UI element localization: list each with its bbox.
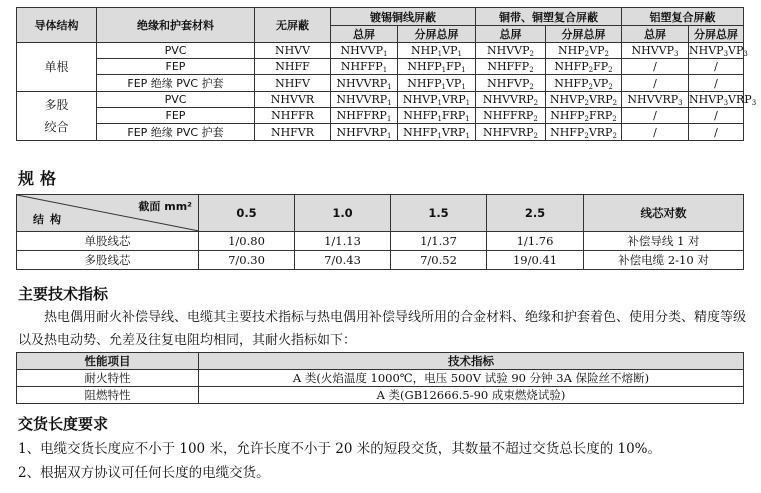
model-code-cell: $NHVP_3VRP_3$ xyxy=(689,93,757,107)
model-code-cell: / xyxy=(622,59,689,75)
model-code-cell: $NHFP_2FRP_2$ xyxy=(546,108,622,124)
model-code-cell: $NHVVRP_1$ xyxy=(331,75,398,92)
tech-title: 主要技术指标 xyxy=(18,285,109,303)
subheader-split-total: 分屏总屏 xyxy=(689,26,744,43)
model-code-cell: $NHVVRP_2$ xyxy=(476,92,546,108)
material-cell: FEP xyxy=(97,59,255,75)
model-row xyxy=(17,59,744,75)
header-material: 绝缘和护套材料 xyxy=(97,8,255,43)
material-cell: FEP 绝缘 PVC 护套 xyxy=(97,75,255,92)
fire-row xyxy=(17,387,744,404)
spec-row xyxy=(17,232,744,251)
model-code-cell: $NHVP_3VP_3$ xyxy=(689,44,748,58)
model-code-cell: $NHVVP_2$ xyxy=(476,43,546,59)
unshielded-cell: NHFF xyxy=(255,59,331,75)
spec-row-label: 单股线芯 xyxy=(17,232,199,251)
fire-header-value: 技术指标 xyxy=(199,353,744,370)
model-code-cell: $NHFP_1VP_1$ xyxy=(398,75,476,92)
spec-cores-header: 线芯对数 xyxy=(584,195,744,232)
fire-row xyxy=(17,370,744,387)
model-code-cell: $NHFP_1FP_1$ xyxy=(398,59,476,75)
spec-cell: 7/0.52 xyxy=(391,251,487,270)
header-aluminum-plastic: 铝塑复合屏蔽 xyxy=(622,8,744,26)
spec-row xyxy=(17,251,744,270)
subheader-split-total: 分屏总屏 xyxy=(546,26,622,43)
unshielded-cell: NHVV xyxy=(255,43,331,59)
model-code-cell: $NHFP_2VP_2$ xyxy=(546,75,622,92)
spec-col-header: 0.5 xyxy=(199,195,295,232)
fire-item: 阻燃特性 xyxy=(17,387,199,404)
model-code-cell: / xyxy=(689,59,744,75)
model-code-cell: $NHFVRP_2$ xyxy=(476,124,546,141)
unshielded-cell: NHFV xyxy=(255,75,331,92)
model-row xyxy=(17,75,744,92)
model-code-cell: / xyxy=(622,75,689,92)
corner-section-label: 截面 mm² xyxy=(138,200,192,213)
model-code-cell: $NHVVP_1$ xyxy=(331,43,398,59)
delivery-item: 1、电缆交货长度应不小于 100 米，允许长度不小于 20 米的短段交货，其数量不超过交货总长度的 10%。 xyxy=(18,441,661,457)
fire-item: 耐火特性 xyxy=(17,370,199,387)
model-code-cell: $NHFFRP_2$ xyxy=(476,108,546,124)
model-table xyxy=(16,7,757,141)
subheader-split-total: 分屏总屏 xyxy=(398,26,476,43)
unshielded-cell: NHVVR xyxy=(255,92,331,108)
model-row xyxy=(17,124,744,141)
spec-col-header: 2.5 xyxy=(487,195,584,232)
fire-table xyxy=(16,352,744,404)
model-code-cell: / xyxy=(689,75,744,92)
model-code-cell: $NHP_1VP_1$ xyxy=(398,43,476,59)
spec-cell: 19/0.41 xyxy=(487,251,584,270)
material-cell: FEP 绝缘 PVC 护套 xyxy=(97,124,255,141)
model-code-cell: / xyxy=(689,108,744,124)
spec-cell: 1/1.76 xyxy=(487,232,584,251)
model-code-cell: $NHFP_1VRP_1$ xyxy=(398,124,476,141)
material-cell: FEP xyxy=(97,108,255,124)
unshielded-cell: NHFVR xyxy=(255,124,331,141)
header-unshielded: 无屏蔽 xyxy=(255,8,331,43)
spec-cell: 7/0.30 xyxy=(199,251,295,270)
spec-cores-cell: 补偿导线 1 对 xyxy=(584,232,744,251)
subheader-total: 总屏 xyxy=(622,26,689,43)
conductor-cell: 单根 xyxy=(17,43,97,92)
model-table-body xyxy=(17,43,757,141)
spec-row-label: 多股线芯 xyxy=(17,251,199,270)
model-code-cell: $NHFVRP_1$ xyxy=(331,124,398,141)
model-row xyxy=(17,43,744,59)
header-tinned-copper: 镀锡铜线屏蔽 xyxy=(331,8,476,26)
material-cell: PVC xyxy=(97,43,255,59)
fire-value: A 类(火焰温度 1000℃，电压 500V 试验 90 分钟 3A 保险丝不熔断) xyxy=(199,370,744,387)
header-conductor: 导体结构 xyxy=(17,8,97,43)
spec-corner-cell xyxy=(17,195,199,232)
model-code-cell: $NHVVRP_3$ xyxy=(622,92,689,108)
model-code-cell: $NHP_2VP_2$ xyxy=(546,43,622,59)
model-code-cell: $NHVP_1VRP_1$ xyxy=(398,92,476,108)
model-code-cell: $NHVVRP_1$ xyxy=(331,92,398,108)
spec-cell: 7/0.43 xyxy=(295,251,391,270)
subheader-total: 总屏 xyxy=(331,26,398,43)
model-code-cell: $NHVVP_3$ xyxy=(622,43,689,59)
delivery-title: 交货长度要求 xyxy=(18,415,109,433)
header-copper-tape: 铜带、铜塑复合屏蔽 xyxy=(476,8,622,26)
spec-table xyxy=(16,194,744,270)
model-code-cell: / xyxy=(622,108,689,124)
spec-col-header: 1.0 xyxy=(295,195,391,232)
subheader-total: 总屏 xyxy=(476,26,546,43)
spec-cell: 1/0.80 xyxy=(199,232,295,251)
spec-cores-cell: 补偿电缆 2-10 对 xyxy=(584,251,744,270)
model-code-cell: $NHFFP_2$ xyxy=(476,59,546,75)
model-code-cell: $NHFVP_2$ xyxy=(476,75,546,92)
spec-title: 规格 xyxy=(18,169,63,188)
tech-paragraph: 热电偶用耐火补偿导线、电缆其主要技术指标与热电偶用补偿导线所用的合金材料、绝缘和护套着色、使用分类、精度等级以及热电动势、允差及往复电阻均相同，其耐火指标如下： xyxy=(18,310,747,348)
model-code-cell: $NHFP_2FP_2$ xyxy=(546,59,622,75)
unshielded-cell: NHFFR xyxy=(255,108,331,124)
model-code-cell: / xyxy=(689,124,744,141)
fire-header-item: 性能项目 xyxy=(17,353,199,370)
spec-cell: 1/1.37 xyxy=(391,232,487,251)
spec-cell: 1/1.13 xyxy=(295,232,391,251)
spec-col-header: 1.5 xyxy=(391,195,487,232)
model-code-cell: $NHFFRP_1$ xyxy=(331,108,398,124)
model-row xyxy=(17,92,744,108)
conductor-cell: 多股 绞合 xyxy=(17,92,97,141)
model-code-cell: $NHVP_2VRP_2$ xyxy=(546,92,622,108)
model-row xyxy=(17,108,744,124)
model-code-cell: $NHFP_2VRP_2$ xyxy=(546,124,622,141)
fire-value: A 类(GB12666.5-90 成束燃烧试验) xyxy=(199,387,744,404)
model-code-cell: / xyxy=(622,124,689,141)
delivery-item: 2、根据双方协议可任何长度的电缆交货。 xyxy=(18,465,270,481)
material-cell: PVC xyxy=(97,92,255,108)
model-code-cell: $NHFFP_1$ xyxy=(331,59,398,75)
model-code-cell: $NHFP_1FRP_1$ xyxy=(398,108,476,124)
corner-structure-label: 结构 xyxy=(33,213,67,226)
